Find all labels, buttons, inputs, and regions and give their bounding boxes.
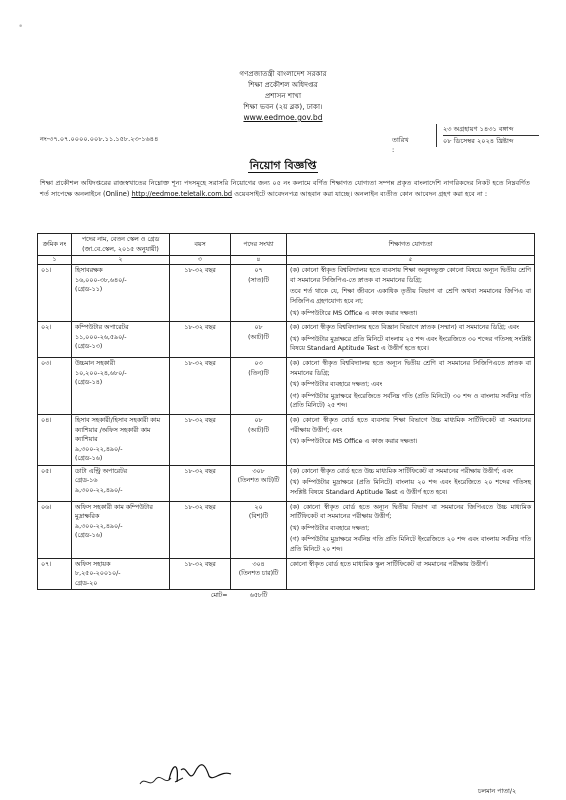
intro-paragraph <box>40 178 530 200</box>
table-row <box>38 465 535 501</box>
total-value: ৬৫৮টি <box>249 592 268 600</box>
col-number: ৪ <box>231 256 287 265</box>
intro-text-2: ওয়েবসাইটে আবেদনপত্র আহবান করা যাচ্ছে। অনলাইন ব্যতীত কোন আবেদন গ্রহণ করা হবে না : <box>234 190 488 199</box>
qualification-item: (খ) কম্পিউটার মুদ্রাক্ষরে (প্রতি মিনিটে) বাংলায় ২০ শব্দ এবং ইংরেজিতে ২০ শব্দের গতিসহ সংশ্লিষ্ট বিষয়ে Standard Aptitude Test এ উত্তীর্ণ হতে হবে। <box>290 479 531 497</box>
qualification-item: কোনো স্বীকৃত বোর্ড হতে মাধ্যমিক স্কুল সার্টিফিকেট বা সমমানের পরীক্ষায় উত্তীর্ণ। <box>290 560 488 568</box>
row-count <box>231 501 287 558</box>
col-number: ৩ <box>170 256 231 265</box>
post-line: ৯,৩০০-২২,৪৯০/- <box>75 487 123 495</box>
row-count <box>231 322 287 358</box>
count-line: ০৩ <box>254 359 263 367</box>
qualification-item: (ক) কোনো স্বীকৃত বোর্ড হতে ব্যবসায় শিক্ষা বিভাগে উচ্চ মাধ্যমিক সার্টিফিকেট বা সমমানের পরীক্ষায় উত্তীর্ণ; এবং <box>290 416 531 434</box>
col-number: ৫ <box>287 256 535 265</box>
row-post <box>72 357 170 414</box>
count-line: (আট)টি <box>248 426 269 434</box>
row-qualification <box>287 501 535 558</box>
count-line: ৩০৮ <box>252 467 265 475</box>
row-age: ১৮-৩২ বছর <box>170 465 231 501</box>
row-post <box>72 414 170 465</box>
row-serial: ০১। <box>38 265 72 322</box>
header-website-link[interactable]: www.eedmoe.gov.bd <box>243 113 323 122</box>
date-bangla: ২৩ অগ্রহায়ণ ১৪৩১ বঙ্গাব্দ <box>443 124 539 136</box>
row-serial: ০৬। <box>38 501 72 558</box>
vacancy-table <box>37 233 535 602</box>
count-line: (সাত)টি <box>248 276 269 284</box>
table-row <box>38 265 535 322</box>
row-age: ১৮-৩২ বছর <box>170 357 231 414</box>
row-serial: ০৫। <box>38 465 72 501</box>
row-post <box>72 558 170 590</box>
qualification-item: (খ) কম্পিউটার ব্যবহারে দক্ষতা; <box>290 524 370 532</box>
col-number: ১ <box>38 256 72 265</box>
row-qualification <box>287 414 535 465</box>
post-line: অফিস সহকারী কাম কম্পিউটার মুদ্রাক্ষরিক <box>75 503 153 521</box>
table-row <box>38 414 535 465</box>
post-line: ১০,২০০-২৪,৬৮০/- <box>75 369 127 377</box>
header-govt: গণপ্রজাতন্ত্রী বাংলাদেশ সরকার <box>239 69 327 78</box>
row-serial: ০২। <box>38 322 72 358</box>
column-number-row <box>38 256 535 265</box>
row-count <box>231 465 287 501</box>
post-line: ১১,০০০-২৬,৫৯০/- <box>75 333 127 341</box>
col-header-count: পদের সংখ্যা <box>231 234 287 256</box>
post-line: হিসাবরক্ষক <box>75 267 103 275</box>
count-line: ০৭ <box>254 267 263 275</box>
post-line: গ্রেড-২০ <box>75 579 98 587</box>
row-count <box>231 357 287 414</box>
qualification-item: (ক) কোনো স্বীকৃত বোর্ড হতে অন্যূন দ্বিতীয় বিভাগ বা সমমানের জিপিএতে উচ্চ মাধ্যমিক সার্টিফিকেট বা সমমানের পরীক্ষায় উত্তীর্ণ; <box>290 503 531 521</box>
row-post <box>72 465 170 501</box>
row-age: ১৮-৩২ বছর <box>170 414 231 465</box>
post-line: হিসাব সহকারী/হিসাব সহকারী কাম ক্যাশিয়ার /অফিস সহকারী কাম ক্যাশিয়ার <box>75 416 160 444</box>
col-header-serial: ক্রমিক নং <box>38 234 72 256</box>
qualification-item: (ক) কোনো স্বীকৃত বিশ্ববিদ্যালয় হতে অন্যূন দ্বিতীয় শ্রেণি বা সমমানের সিজিপিএতে স্নাতক বা সমমানের ডিগ্রি; <box>290 359 531 377</box>
apply-url-link[interactable]: http://eedmoe.teletalk.com.bd <box>131 190 233 199</box>
qualification-item: (গ) কম্পিউটার মুদ্রাক্ষরে ইংরেজিতে সর্বনিম্ন গতি (প্রতি মিনিটে) ৩০ শব্দ ও বাংলায় সর্বনিম্ন গতি (প্রতি মিনিটে) ২৫ শব্দ। <box>290 392 531 410</box>
row-serial: ০৭। <box>38 558 72 590</box>
row-serial: ০৩। <box>38 357 72 414</box>
post-line: (গ্রেড-১৬) <box>75 532 103 540</box>
row-qualification <box>287 322 535 358</box>
row-age: ১৮-৩২ বছর <box>170 265 231 322</box>
post-line: ৮,২৫০-২০০১০/- <box>75 570 121 578</box>
qualification-item: (ক) কোনো স্বীকৃত বোর্ড হতে উচ্চ মাধ্যমিক সার্টিফিকেট বা সমমানের পরীক্ষায় উত্তীর্ণ; এবং <box>290 467 513 475</box>
row-serial: ০৪। <box>38 414 72 465</box>
notice-title <box>0 157 566 176</box>
post-line: (গ্রেড-১৬) <box>75 455 103 463</box>
table-row <box>38 357 535 414</box>
col-header-post: পদের নাম, বেতন স্কেল ও গ্রেড (জা.বে.স্কেল, ২০১৫ অনুযায়ী) <box>72 234 170 256</box>
header-department: শিক্ষা প্রকৌশল অধিদপ্তর <box>248 80 318 89</box>
office-header <box>0 68 566 123</box>
qualification-item: (ক) কোনো স্বীকৃত বিশ্ববিদ্যালয় হতে বিজ্ঞান বিভাগে স্নাতক (সম্মান) বা সমমানের ডিগ্রি; এবং <box>290 324 519 332</box>
table-header-row <box>38 234 535 256</box>
qualification-item: তবে শর্ত থাকে যে, শিক্ষা জীবনে একাধিক তৃতীয় বিভাগ বা শ্রেণি অথবা সমমানের জিপিএ বা সিজিপিএ গ্রহণযোগ্য হবে না; <box>290 288 531 305</box>
count-line: (তিনশত আট)টি <box>237 477 280 485</box>
col-number: ২ <box>72 256 170 265</box>
count-line: (তিন)টি <box>248 369 269 377</box>
row-age: ১৮-৩২ বছর <box>170 322 231 358</box>
date-label: তারিখ : <box>392 136 409 154</box>
notice-title-text: নিয়োগ বিজ্ঞপ্তি <box>249 159 317 172</box>
continued-page-note: চলমান পাতা/২ <box>478 788 517 795</box>
col-header-qualification: শিক্ষাগত যোগ্যতা <box>287 234 535 256</box>
post-line: অফিস সহায়ক <box>75 560 111 568</box>
count-line: ৩০৪ <box>252 560 265 568</box>
row-count <box>231 265 287 322</box>
count-line: (আট)টি <box>248 333 269 341</box>
date-english: ০৮ ডিসেম্বর ২০২৪ খ্রিষ্টাব্দ <box>443 137 514 145</box>
post-line: ডাটা এন্ট্রি অপারেটর <box>75 467 128 475</box>
count-line: (তিনশত চার)টি <box>238 570 279 578</box>
table-row <box>38 501 535 558</box>
qualification-item: (খ) কম্পিউটার ব্যবহারে দক্ষতা; এবং <box>290 381 383 389</box>
intro-text-1: শিক্ষা প্রকৌশল অধিদপ্তরের রাজস্বখাতের নিম্নোক্ত শূন্য পদসমূহে সরাসরি নিয়োগের জন্য ০৫ নং কলামে বর্ণিত শিক্ষাগত যোগ্যতা সম্পন্ন প্রকৃত বাংলাদেশি নাগরিকদের নিকট হতে নিম্নবর্ণিত শর্ত সাপেক্ষে অনলাইনে (Online) <box>40 179 530 199</box>
count-line: ০৮ <box>254 416 263 424</box>
post-line: গ্রেড-১৬ <box>75 477 98 485</box>
qualification-item: (খ) কম্পিউটারে MS Office এ কাজ করার দক্ষতা। <box>290 309 418 317</box>
total-label: মোট= <box>210 592 228 600</box>
row-qualification <box>287 558 535 590</box>
qualification-item: (খ) কম্পিউটারে MS Office এ কাজ করার দক্ষতা। <box>290 438 418 446</box>
qualification-item: (গ) কম্পিউটার মুদ্রাক্ষরে সর্বনিম্ন গতি প্রতি মিনিটে ইংরেজিতে ২০ শব্দ এবং বাংলায় সর্বনিম্ন গতি প্রতি মিনিটে ২০ শব্দ। <box>290 536 531 554</box>
header-address: শিক্ষা ভবন (২য় ব্লক), ঢাকা। <box>243 102 323 111</box>
post-line: ৯,৩০০-২২,৪৯০/- <box>75 445 123 453</box>
memo-number: নং-৩৭.০৭.০০০০.০০৮.১১.১৫৮.২৩-১৬৪৪ <box>40 135 159 143</box>
post-line: ১৬,০০০-৩৮,৬৪০/- <box>75 276 127 284</box>
count-line: ০৮ <box>254 324 263 332</box>
row-count <box>231 414 287 465</box>
row-count <box>231 558 287 590</box>
post-line: কম্পিউটার অপারেটর <box>75 324 129 332</box>
officer-signature <box>165 760 235 786</box>
table-row <box>38 322 535 358</box>
header-branch: প্রশাসন শাখা <box>264 91 302 100</box>
row-post <box>72 265 170 322</box>
row-post <box>72 322 170 358</box>
row-qualification <box>287 357 535 414</box>
post-line: (গ্রেড-১১) <box>75 286 103 294</box>
row-qualification <box>287 465 535 501</box>
post-line: (গ্রেড-১৩) <box>75 343 103 351</box>
row-age: ১৮-৩২ বছর <box>170 558 231 590</box>
corner-mark: • <box>18 22 24 32</box>
post-line: উচ্চমান সহকারী <box>75 359 116 367</box>
table-row <box>38 558 535 590</box>
count-line: ২০ <box>254 503 263 511</box>
qualification-item: (ক) কোনো স্বীকৃত বিশ্ববিদ্যালয় হতে ব্যবসায় শিক্ষা অনুষদভুক্ত কোনো বিষয়ে অন্যূন দ্বিতীয় শ্রেণি বা সমমানের সিজিপিএ-তে স্নাতক বা সমমানের ডিগ্রি; <box>290 267 531 284</box>
count-line: (বিশ)টি <box>248 513 269 521</box>
row-age: ১৮-৩২ বছর <box>170 501 231 558</box>
col-header-age: বয়স <box>170 234 231 256</box>
post-line: (গ্রেড-১৪) <box>75 379 103 387</box>
row-post <box>72 501 170 558</box>
post-line: ৯,৩০০-২২,৪৯০/- <box>75 522 123 530</box>
total-row <box>38 590 535 602</box>
qualification-item: (খ) কম্পিউটার মুদ্রাক্ষরে প্রতি মিনিটে বাংলায় ২৫ শব্দ এবং ইংরেজিতে ৩০ শব্দের গতিসহ সংশ্লিষ্ট বিষয়ে Standard Aptitude Test এ উত্তীর্ণ হতে হবে। <box>290 335 531 353</box>
row-qualification <box>287 265 535 322</box>
